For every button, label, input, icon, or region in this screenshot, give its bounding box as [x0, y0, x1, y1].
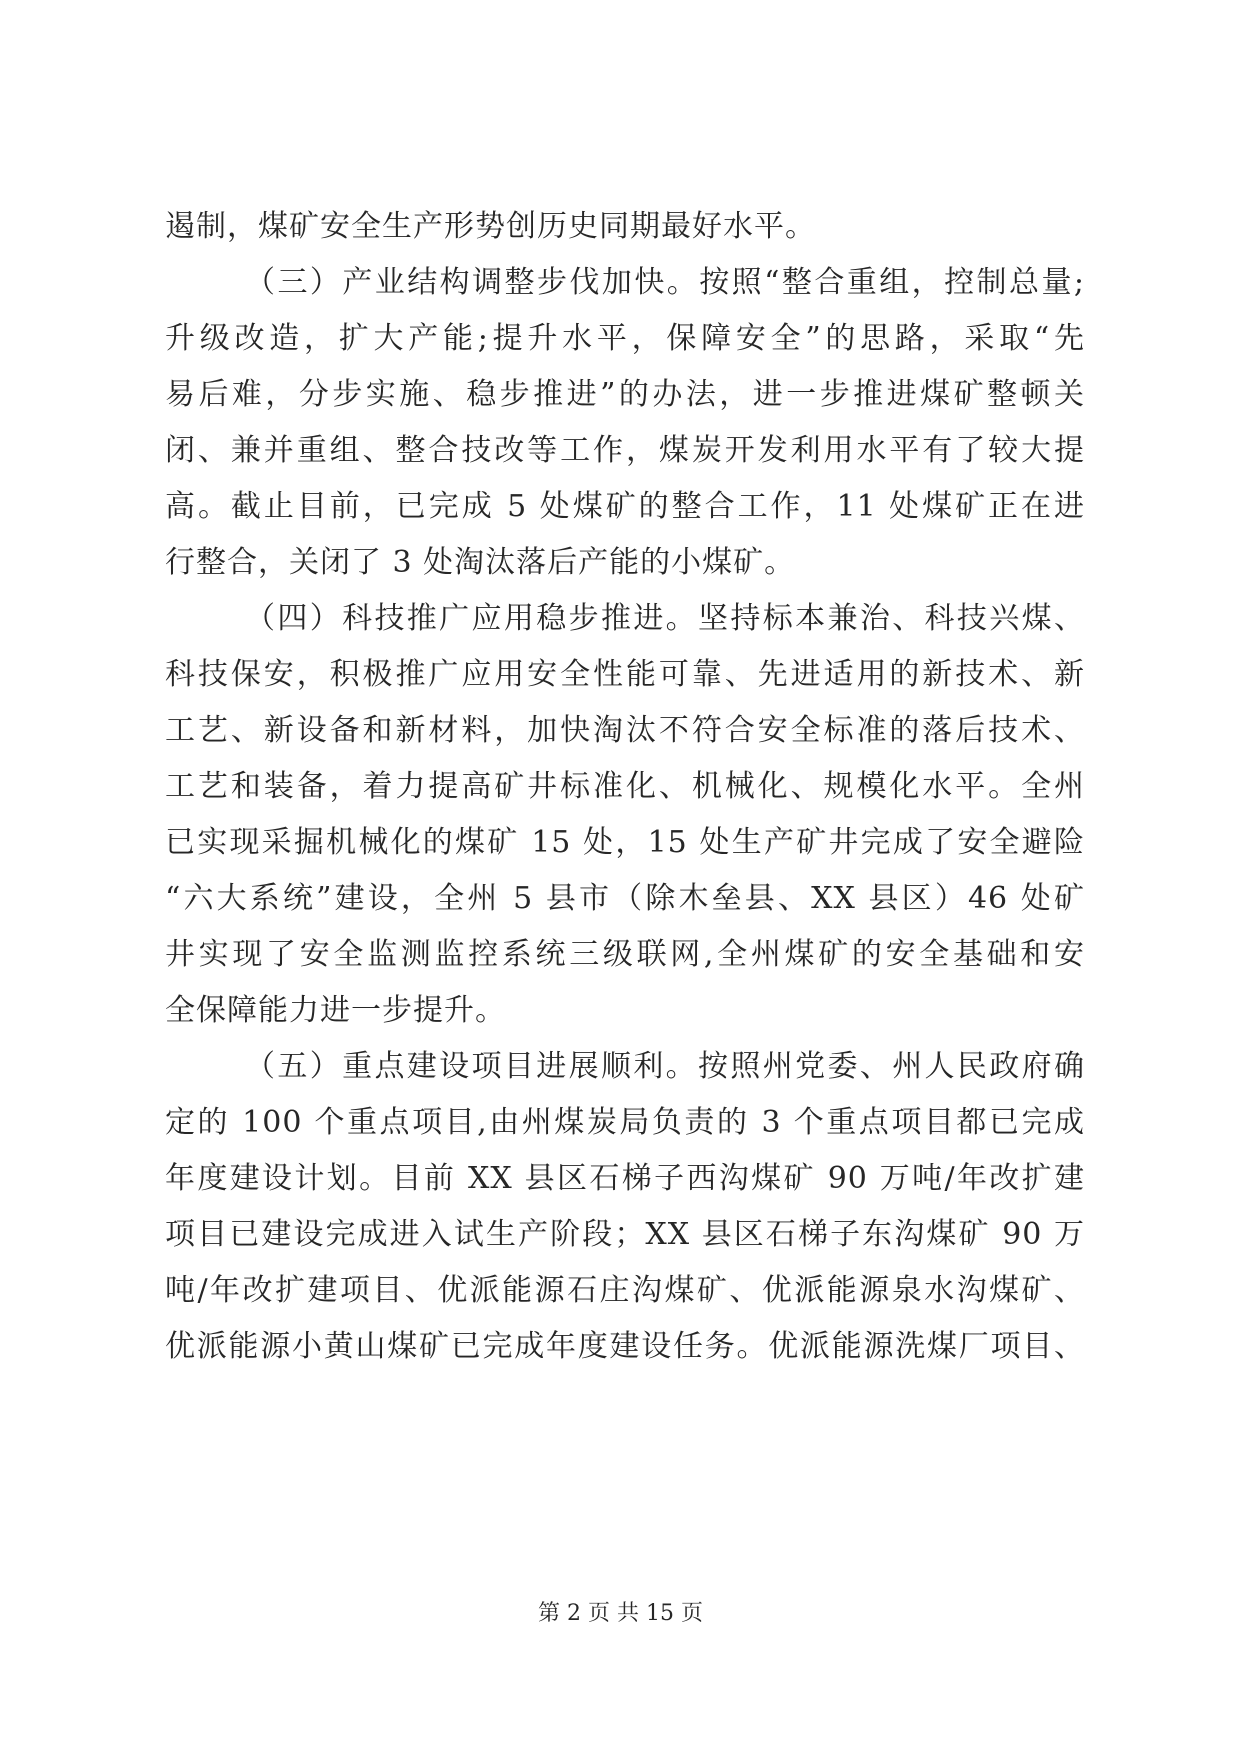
paragraph-5-line-4: 项目已建设完成进入试生产阶段；XX 县区石梯子东沟煤矿 90 万	[165, 1217, 1085, 1252]
paragraph-4-line-4: 工艺和装备，着力提高矿井标准化、机械化、规模化水平。全州	[165, 769, 1085, 804]
paragraph-3-line-3: 易后难，分步实施、稳步推进”的办法，进一步推进煤矿整顿关	[165, 377, 1085, 412]
paragraph-5-line-2: 定的 100 个重点项目,由州煤炭局负责的 3 个重点项目都已完成	[165, 1105, 1085, 1140]
paragraph-4-line-3: 工艺、新设备和新材料，加快淘汰不符合安全标准的落后技术、	[165, 713, 1085, 748]
paragraph-4-line-8: 全保障能力进一步提升。	[165, 993, 506, 1028]
paragraph-4-line-5: 已实现采掘机械化的煤矿 15 处，15 处生产矿井完成了安全避险	[165, 825, 1085, 860]
paragraph-3-line-4: 闭、兼并重组、整合技改等工作，煤炭开发利用水平有了较大提	[165, 433, 1085, 468]
paragraph-3-line-2: 升级改造，扩大产能;提升水平，保障安全”的思路，采取“先	[165, 321, 1085, 356]
paragraph-5-line-6: 优派能源小黄山煤矿已完成年度建设任务。优派能源洗煤厂项目、	[165, 1329, 1085, 1364]
paragraph-5-line-5: 吨/年改扩建项目、优派能源石庄沟煤矿、优派能源泉水沟煤矿、	[165, 1273, 1085, 1308]
paragraph-4-line-2: 科技保安，积极推广应用安全性能可靠、先进适用的新技术、新	[165, 657, 1085, 692]
page-footer	[0, 1598, 1241, 1630]
paragraph-5-line-3: 年度建设计划。目前 XX 县区石梯子西沟煤矿 90 万吨/年改扩建	[165, 1161, 1085, 1196]
paragraph-4-line-1: （四）科技推广应用稳步推进。坚持标本兼治、科技兴煤、	[245, 601, 1085, 636]
paragraph-3-line-1: （三）产业结构调整步伐加快。按照“整合重组，控制总量;	[245, 265, 1085, 300]
paragraph-5-line-1: （五）重点建设项目进展顺利。按照州党委、州人民政府确	[245, 1049, 1085, 1084]
paragraph-4-line-7: 井实现了安全监测监控系统三级联网,全州煤矿的安全基础和安	[165, 937, 1085, 972]
paragraph-2-line-end: 遏制，煤矿安全生产形势创历史同期最好水平。	[165, 209, 816, 244]
paragraph-3-line-6: 行整合，关闭了 3 处淘汰落后产能的小煤矿。	[165, 545, 796, 580]
paragraph-3-line-5: 高。截止目前，已完成 5 处煤矿的整合工作，11 处煤矿正在进	[165, 489, 1085, 524]
paragraph-4-line-6: “六大系统”建设，全州 5 县市（除木垒县、XX 县区）46 处矿	[165, 881, 1085, 916]
page-number-label: 第 2 页 共 15 页	[538, 1601, 703, 1626]
